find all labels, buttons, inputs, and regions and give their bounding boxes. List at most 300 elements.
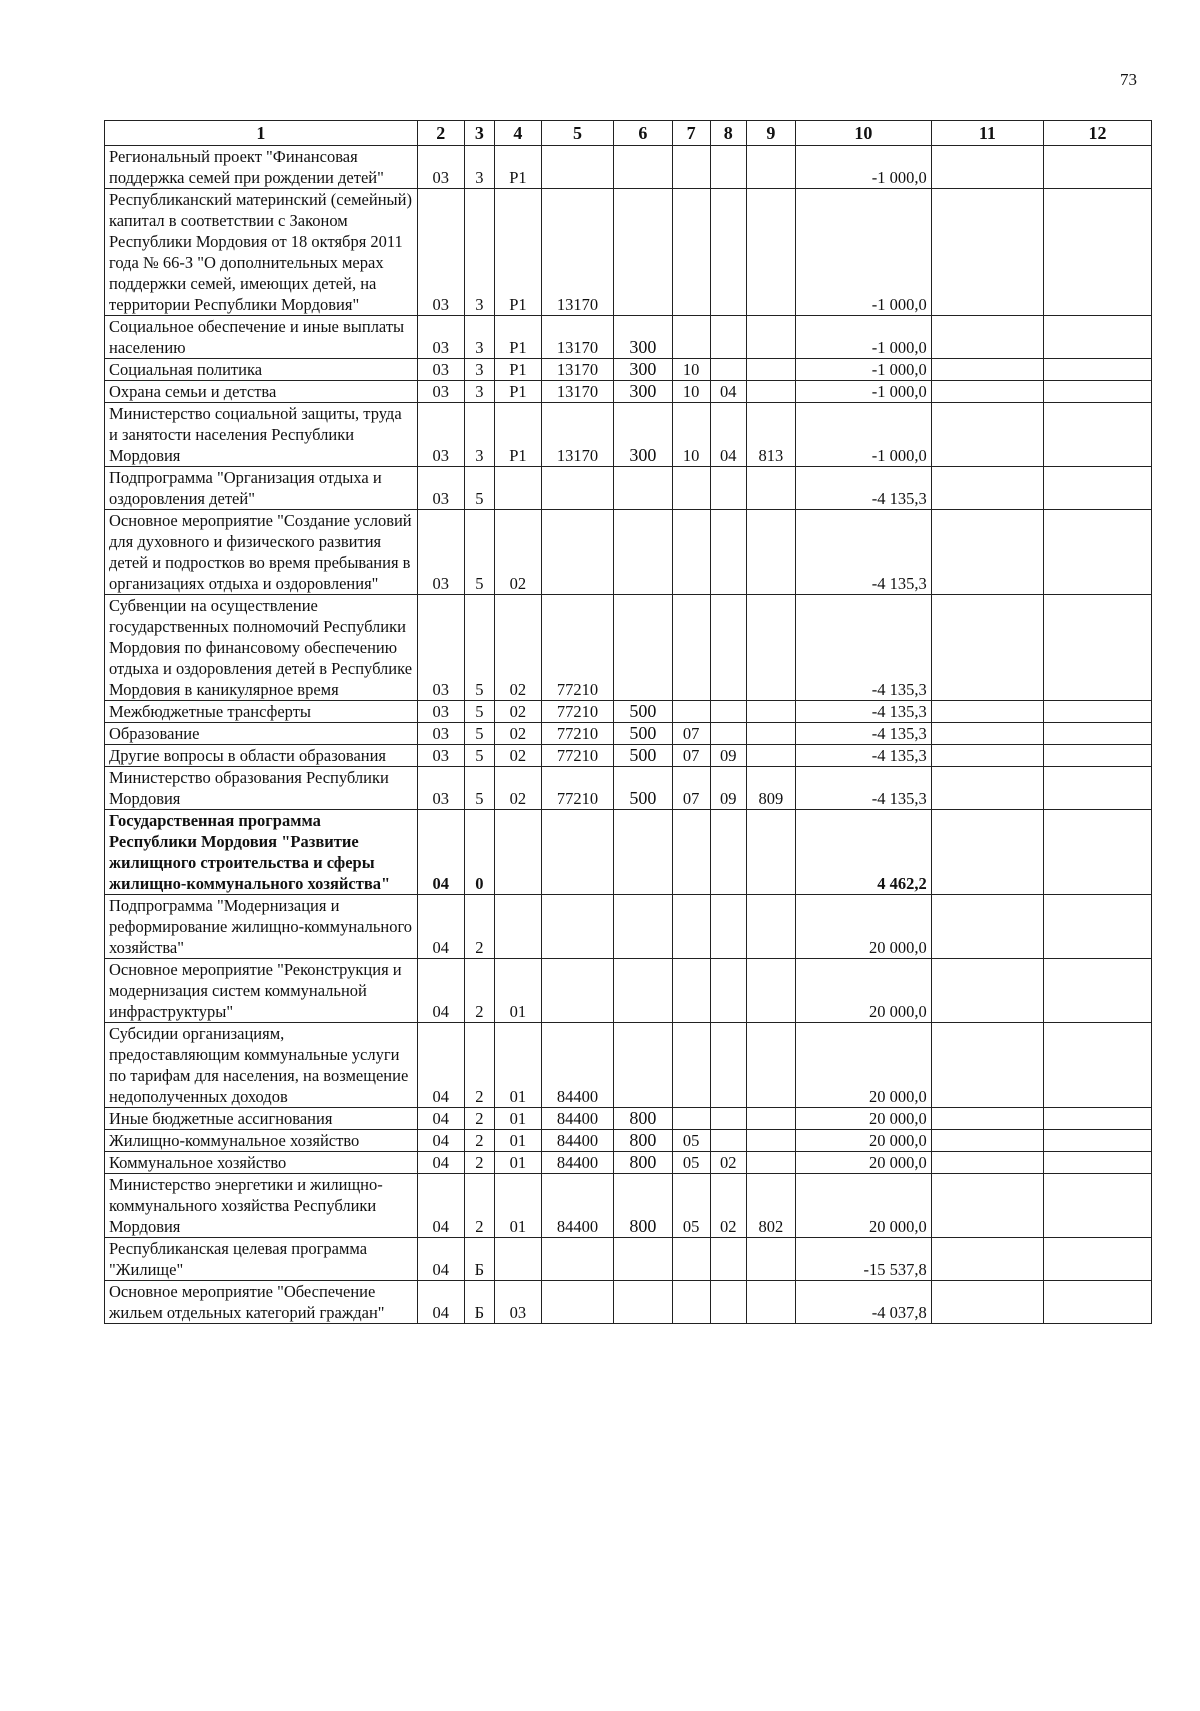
table-row (105, 1174, 1152, 1238)
table-row (105, 701, 1152, 723)
row-cell-c9 (746, 810, 795, 895)
row-cell-c11 (931, 723, 1043, 745)
row-cell-c6: 300 (614, 316, 673, 359)
row-name: Республиканская целевая программа "Жилище" (105, 1238, 418, 1281)
row-name: Социальная политика (105, 359, 418, 381)
row-name: Жилищно-коммунальное хозяйство (105, 1130, 418, 1152)
row-cell-c7: 05 (672, 1152, 710, 1174)
row-name: Государственная программа Республики Мордовия "Развитие жилищного строительства и сферы жилищно-коммунального хозяйства" (105, 810, 418, 895)
row-cell-c6: 800 (614, 1130, 673, 1152)
row-cell-c12 (1043, 1281, 1151, 1324)
row-cell-c7 (672, 467, 710, 510)
row-cell-c5 (542, 1238, 614, 1281)
row-name: Республиканский материнский (семейный) капитал в соответствии с Законом Республики Мордовия от 18 октября 2011 года № 66-З "О дополнительных мерах поддержки семей, имеющих детей, на территории Республики Мордовия" (105, 189, 418, 316)
row-cell-c5 (542, 510, 614, 595)
row-cell-c7: 07 (672, 723, 710, 745)
column-header-4: 4 (494, 121, 541, 146)
table-row (105, 381, 1152, 403)
row-cell-c5: 77210 (542, 723, 614, 745)
row-cell-c9 (746, 701, 795, 723)
row-cell-c4 (494, 810, 541, 895)
row-cell-c3: 3 (464, 359, 494, 381)
row-cell-c12 (1043, 359, 1151, 381)
row-name: Основное мероприятие "Создание условий для духовного и физического развития детей и подростков во время пребывания в организациях отдыха и оздоровления" (105, 510, 418, 595)
row-cell-c7: 10 (672, 359, 710, 381)
row-cell-c3: 2 (464, 1152, 494, 1174)
row-cell-c3: Б (464, 1281, 494, 1324)
row-name: Министерство социальной защиты, труда и занятости населения Республики Мордовия (105, 403, 418, 467)
row-cell-c9 (746, 745, 795, 767)
row-name: Образование (105, 723, 418, 745)
row-cell-c12 (1043, 1023, 1151, 1108)
row-cell-c11 (931, 467, 1043, 510)
row-cell-c2: 04 (417, 1281, 464, 1324)
row-cell-c2: 03 (417, 403, 464, 467)
table-row (105, 467, 1152, 510)
table-row (105, 510, 1152, 595)
row-cell-c3: 3 (464, 189, 494, 316)
row-cell-c8 (710, 316, 746, 359)
row-cell-c4: 02 (494, 701, 541, 723)
row-cell-c2: 04 (417, 959, 464, 1023)
row-cell-c7: 05 (672, 1130, 710, 1152)
row-name: Основное мероприятие "Обеспечение жильем отдельных категорий граждан" (105, 1281, 418, 1324)
table-row (105, 1281, 1152, 1324)
row-cell-c6 (614, 595, 673, 701)
row-cell-c6 (614, 510, 673, 595)
row-amount: -1 000,0 (796, 146, 932, 189)
row-cell-c7 (672, 1023, 710, 1108)
row-cell-c8 (710, 959, 746, 1023)
row-cell-c6: 500 (614, 767, 673, 810)
page-number: 73 (1120, 70, 1137, 89)
row-cell-c12 (1043, 403, 1151, 467)
row-cell-c7 (672, 1281, 710, 1324)
row-cell-c9 (746, 189, 795, 316)
row-cell-c7 (672, 810, 710, 895)
row-cell-c7: 07 (672, 745, 710, 767)
row-cell-c11 (931, 745, 1043, 767)
row-amount: 20 000,0 (796, 959, 932, 1023)
row-cell-c3: 3 (464, 403, 494, 467)
row-amount: -1 000,0 (796, 381, 932, 403)
row-cell-c6: 300 (614, 403, 673, 467)
row-cell-c3: 3 (464, 381, 494, 403)
row-cell-c8: 04 (710, 381, 746, 403)
row-cell-c6 (614, 1023, 673, 1108)
table-row (105, 189, 1152, 316)
row-cell-c3: 2 (464, 895, 494, 959)
table-body (105, 146, 1152, 1324)
row-cell-c11 (931, 381, 1043, 403)
row-cell-c12 (1043, 1130, 1151, 1152)
row-cell-c6: 800 (614, 1152, 673, 1174)
row-amount: -4 135,3 (796, 701, 932, 723)
row-cell-c8: 04 (710, 403, 746, 467)
row-cell-c12 (1043, 1152, 1151, 1174)
row-cell-c7: 10 (672, 403, 710, 467)
row-amount: 20 000,0 (796, 1108, 932, 1130)
row-cell-c3: 3 (464, 316, 494, 359)
row-cell-c2: 03 (417, 701, 464, 723)
row-cell-c11 (931, 1238, 1043, 1281)
row-cell-c12 (1043, 381, 1151, 403)
row-cell-c9: 813 (746, 403, 795, 467)
row-cell-c6 (614, 959, 673, 1023)
row-cell-c2: 03 (417, 359, 464, 381)
row-cell-c9: 802 (746, 1174, 795, 1238)
row-amount: -4 037,8 (796, 1281, 932, 1324)
row-cell-c4: 01 (494, 1174, 541, 1238)
row-cell-c3: 2 (464, 959, 494, 1023)
row-cell-c6: 300 (614, 381, 673, 403)
row-cell-c2: 04 (417, 1238, 464, 1281)
row-cell-c3: 5 (464, 701, 494, 723)
row-cell-c11 (931, 767, 1043, 810)
row-cell-c9 (746, 316, 795, 359)
row-cell-c12 (1043, 723, 1151, 745)
row-cell-c9 (746, 1108, 795, 1130)
row-amount: -4 135,3 (796, 595, 932, 701)
row-cell-c7 (672, 189, 710, 316)
row-cell-c12 (1043, 1238, 1151, 1281)
table-row (105, 745, 1152, 767)
row-cell-c9 (746, 1238, 795, 1281)
row-cell-c7 (672, 1108, 710, 1130)
row-cell-c4: 01 (494, 1130, 541, 1152)
row-cell-c11 (931, 146, 1043, 189)
row-cell-c8 (710, 189, 746, 316)
row-cell-c4: P1 (494, 359, 541, 381)
row-cell-c3: 5 (464, 767, 494, 810)
row-cell-c5: 77210 (542, 595, 614, 701)
column-header-8: 8 (710, 121, 746, 146)
row-cell-c5 (542, 959, 614, 1023)
row-cell-c4: P1 (494, 316, 541, 359)
row-name: Подпрограмма "Организация отдыха и оздоровления детей" (105, 467, 418, 510)
row-cell-c11 (931, 1130, 1043, 1152)
row-cell-c9 (746, 510, 795, 595)
row-cell-c5: 84400 (542, 1174, 614, 1238)
row-cell-c4: P1 (494, 381, 541, 403)
row-cell-c12 (1043, 701, 1151, 723)
row-cell-c8 (710, 146, 746, 189)
row-cell-c8 (710, 1108, 746, 1130)
row-cell-c2: 03 (417, 723, 464, 745)
row-cell-c9 (746, 595, 795, 701)
row-amount: 20 000,0 (796, 1023, 932, 1108)
column-header-11: 11 (931, 121, 1043, 146)
row-cell-c9: 809 (746, 767, 795, 810)
row-amount: -4 135,3 (796, 510, 932, 595)
table-row (105, 895, 1152, 959)
row-cell-c2: 03 (417, 189, 464, 316)
row-name: Субсидии организациям, предоставляющим коммунальные услуги по тарифам для населения, на возмещение недополученных доходов (105, 1023, 418, 1108)
row-name: Основное мероприятие "Реконструкция и модернизация систем коммунальной инфраструктуры" (105, 959, 418, 1023)
row-cell-c2: 04 (417, 1152, 464, 1174)
row-cell-c5 (542, 895, 614, 959)
row-cell-c11 (931, 316, 1043, 359)
row-cell-c7 (672, 146, 710, 189)
row-cell-c9 (746, 381, 795, 403)
row-cell-c9 (746, 1130, 795, 1152)
row-cell-c2: 04 (417, 1174, 464, 1238)
row-cell-c5: 84400 (542, 1108, 614, 1130)
budget-table (104, 120, 1152, 1324)
row-cell-c3: 0 (464, 810, 494, 895)
row-cell-c9 (746, 1152, 795, 1174)
row-cell-c2: 04 (417, 1108, 464, 1130)
row-cell-c4: 02 (494, 510, 541, 595)
row-cell-c5: 13170 (542, 359, 614, 381)
row-cell-c5: 13170 (542, 316, 614, 359)
row-cell-c6 (614, 895, 673, 959)
row-cell-c5: 84400 (542, 1152, 614, 1174)
row-cell-c7 (672, 959, 710, 1023)
table-row (105, 146, 1152, 189)
row-cell-c4: 02 (494, 723, 541, 745)
row-cell-c4: 01 (494, 1108, 541, 1130)
row-cell-c9 (746, 895, 795, 959)
row-cell-c11 (931, 959, 1043, 1023)
row-cell-c9 (746, 467, 795, 510)
row-cell-c6: 800 (614, 1108, 673, 1130)
row-cell-c12 (1043, 895, 1151, 959)
row-amount: 20 000,0 (796, 1174, 932, 1238)
row-cell-c3: 5 (464, 745, 494, 767)
row-cell-c2: 03 (417, 510, 464, 595)
row-cell-c11 (931, 895, 1043, 959)
column-header-10: 10 (796, 121, 932, 146)
row-cell-c5 (542, 146, 614, 189)
row-amount: -1 000,0 (796, 359, 932, 381)
row-cell-c5: 13170 (542, 403, 614, 467)
row-cell-c7 (672, 316, 710, 359)
row-cell-c12 (1043, 1174, 1151, 1238)
column-header-3: 3 (464, 121, 494, 146)
row-cell-c6: 300 (614, 359, 673, 381)
row-cell-c11 (931, 359, 1043, 381)
row-cell-c7 (672, 595, 710, 701)
row-cell-c4: 01 (494, 1023, 541, 1108)
row-cell-c4: 01 (494, 959, 541, 1023)
row-name: Другие вопросы в области образования (105, 745, 418, 767)
row-cell-c11 (931, 1108, 1043, 1130)
row-cell-c3: 2 (464, 1108, 494, 1130)
row-cell-c11 (931, 510, 1043, 595)
table-row (105, 316, 1152, 359)
row-cell-c5: 13170 (542, 189, 614, 316)
row-cell-c3: 5 (464, 595, 494, 701)
row-cell-c5 (542, 467, 614, 510)
row-cell-c5: 77210 (542, 701, 614, 723)
row-cell-c12 (1043, 595, 1151, 701)
row-cell-c11 (931, 1281, 1043, 1324)
row-cell-c4: 02 (494, 595, 541, 701)
row-cell-c3: 2 (464, 1174, 494, 1238)
row-cell-c9 (746, 723, 795, 745)
table-row (105, 595, 1152, 701)
row-cell-c6 (614, 1238, 673, 1281)
row-cell-c2: 04 (417, 810, 464, 895)
column-header-12: 12 (1043, 121, 1151, 146)
row-cell-c4 (494, 467, 541, 510)
row-cell-c5: 13170 (542, 381, 614, 403)
row-cell-c7 (672, 701, 710, 723)
row-cell-c12 (1043, 316, 1151, 359)
row-cell-c12 (1043, 510, 1151, 595)
row-cell-c12 (1043, 1108, 1151, 1130)
row-cell-c7: 05 (672, 1174, 710, 1238)
row-name: Межбюджетные трансферты (105, 701, 418, 723)
row-amount: -4 135,3 (796, 467, 932, 510)
row-cell-c8 (710, 1238, 746, 1281)
row-cell-c5 (542, 1281, 614, 1324)
row-cell-c6 (614, 810, 673, 895)
row-amount: -4 135,3 (796, 745, 932, 767)
row-name: Региональный проект "Финансовая поддержка семей при рождении детей" (105, 146, 418, 189)
row-cell-c11 (931, 595, 1043, 701)
table-row (105, 810, 1152, 895)
table-row (105, 1130, 1152, 1152)
row-cell-c5: 77210 (542, 745, 614, 767)
row-cell-c6: 500 (614, 701, 673, 723)
row-cell-c6: 500 (614, 723, 673, 745)
row-cell-c4: P1 (494, 189, 541, 316)
row-cell-c8 (710, 1281, 746, 1324)
table-row (105, 1108, 1152, 1130)
row-cell-c7: 07 (672, 767, 710, 810)
row-cell-c2: 03 (417, 767, 464, 810)
row-cell-c2: 04 (417, 895, 464, 959)
row-cell-c2: 04 (417, 1023, 464, 1108)
row-name: Субвенции на осуществление государственных полномочий Республики Мордовия по финансовому обеспечению отдыха и оздоровления детей в Республике Мордовия в каникулярное время (105, 595, 418, 701)
table-row (105, 1152, 1152, 1174)
row-name: Министерство образования Республики Мордовия (105, 767, 418, 810)
row-cell-c6: 800 (614, 1174, 673, 1238)
row-cell-c9 (746, 359, 795, 381)
row-name: Подпрограмма "Модернизация и реформирование жилищно-коммунального хозяйства" (105, 895, 418, 959)
row-amount: -1 000,0 (796, 403, 932, 467)
row-cell-c7 (672, 895, 710, 959)
row-name: Коммунальное хозяйство (105, 1152, 418, 1174)
row-cell-c5: 84400 (542, 1130, 614, 1152)
row-amount: -4 135,3 (796, 767, 932, 810)
row-cell-c8 (710, 595, 746, 701)
row-cell-c3: Б (464, 1238, 494, 1281)
row-cell-c3: 3 (464, 146, 494, 189)
row-amount: -1 000,0 (796, 189, 932, 316)
row-cell-c2: 03 (417, 381, 464, 403)
table-row (105, 403, 1152, 467)
row-name: Министерство энергетики и жилищно-коммунального хозяйства Республики Мордовия (105, 1174, 418, 1238)
row-cell-c11 (931, 189, 1043, 316)
row-cell-c4 (494, 1238, 541, 1281)
row-cell-c4: 01 (494, 1152, 541, 1174)
row-cell-c9 (746, 959, 795, 1023)
row-name: Социальное обеспечение и иные выплаты населению (105, 316, 418, 359)
row-cell-c3: 5 (464, 510, 494, 595)
row-cell-c11 (931, 1023, 1043, 1108)
row-cell-c3: 2 (464, 1130, 494, 1152)
row-cell-c12 (1043, 146, 1151, 189)
row-cell-c12 (1043, 467, 1151, 510)
table-row (105, 359, 1152, 381)
row-cell-c4: 02 (494, 767, 541, 810)
row-cell-c12 (1043, 189, 1151, 316)
row-cell-c11 (931, 1152, 1043, 1174)
row-cell-c8 (710, 1023, 746, 1108)
row-amount: -15 537,8 (796, 1238, 932, 1281)
row-cell-c7: 10 (672, 381, 710, 403)
row-cell-c2: 04 (417, 1130, 464, 1152)
row-cell-c3: 5 (464, 723, 494, 745)
row-cell-c4: P1 (494, 403, 541, 467)
row-cell-c12 (1043, 810, 1151, 895)
row-cell-c8: 02 (710, 1152, 746, 1174)
column-header-6: 6 (614, 121, 673, 146)
row-cell-c3: 2 (464, 1023, 494, 1108)
row-cell-c8: 09 (710, 745, 746, 767)
row-cell-c2: 03 (417, 595, 464, 701)
row-cell-c12 (1043, 767, 1151, 810)
row-cell-c2: 03 (417, 467, 464, 510)
table-row (105, 767, 1152, 810)
row-cell-c12 (1043, 745, 1151, 767)
table-row (105, 1023, 1152, 1108)
row-amount: 20 000,0 (796, 1130, 932, 1152)
row-amount: 4 462,2 (796, 810, 932, 895)
row-cell-c8 (710, 723, 746, 745)
row-cell-c8 (710, 467, 746, 510)
row-cell-c11 (931, 810, 1043, 895)
row-cell-c8 (710, 510, 746, 595)
row-cell-c2: 03 (417, 146, 464, 189)
row-cell-c5 (542, 810, 614, 895)
row-cell-c8: 09 (710, 767, 746, 810)
table-row (105, 723, 1152, 745)
row-cell-c9 (746, 146, 795, 189)
column-header-5: 5 (542, 121, 614, 146)
row-name: Иные бюджетные ассигнования (105, 1108, 418, 1130)
row-cell-c9 (746, 1281, 795, 1324)
row-amount: 20 000,0 (796, 1152, 932, 1174)
row-cell-c3: 5 (464, 467, 494, 510)
row-cell-c8 (710, 1130, 746, 1152)
row-cell-c6: 500 (614, 745, 673, 767)
column-header-9: 9 (746, 121, 795, 146)
row-cell-c5: 77210 (542, 767, 614, 810)
row-cell-c11 (931, 403, 1043, 467)
row-cell-c2: 03 (417, 316, 464, 359)
row-cell-c6 (614, 1281, 673, 1324)
column-header-7: 7 (672, 121, 710, 146)
row-cell-c12 (1043, 959, 1151, 1023)
row-cell-c11 (931, 1174, 1043, 1238)
row-amount: 20 000,0 (796, 895, 932, 959)
row-cell-c2: 03 (417, 745, 464, 767)
row-cell-c9 (746, 1023, 795, 1108)
row-cell-c4: 02 (494, 745, 541, 767)
table-header-row (105, 121, 1152, 146)
table-row (105, 1238, 1152, 1281)
row-cell-c4: P1 (494, 146, 541, 189)
row-cell-c8 (710, 701, 746, 723)
row-cell-c8: 02 (710, 1174, 746, 1238)
row-cell-c6 (614, 146, 673, 189)
row-cell-c5: 84400 (542, 1023, 614, 1108)
row-cell-c11 (931, 701, 1043, 723)
